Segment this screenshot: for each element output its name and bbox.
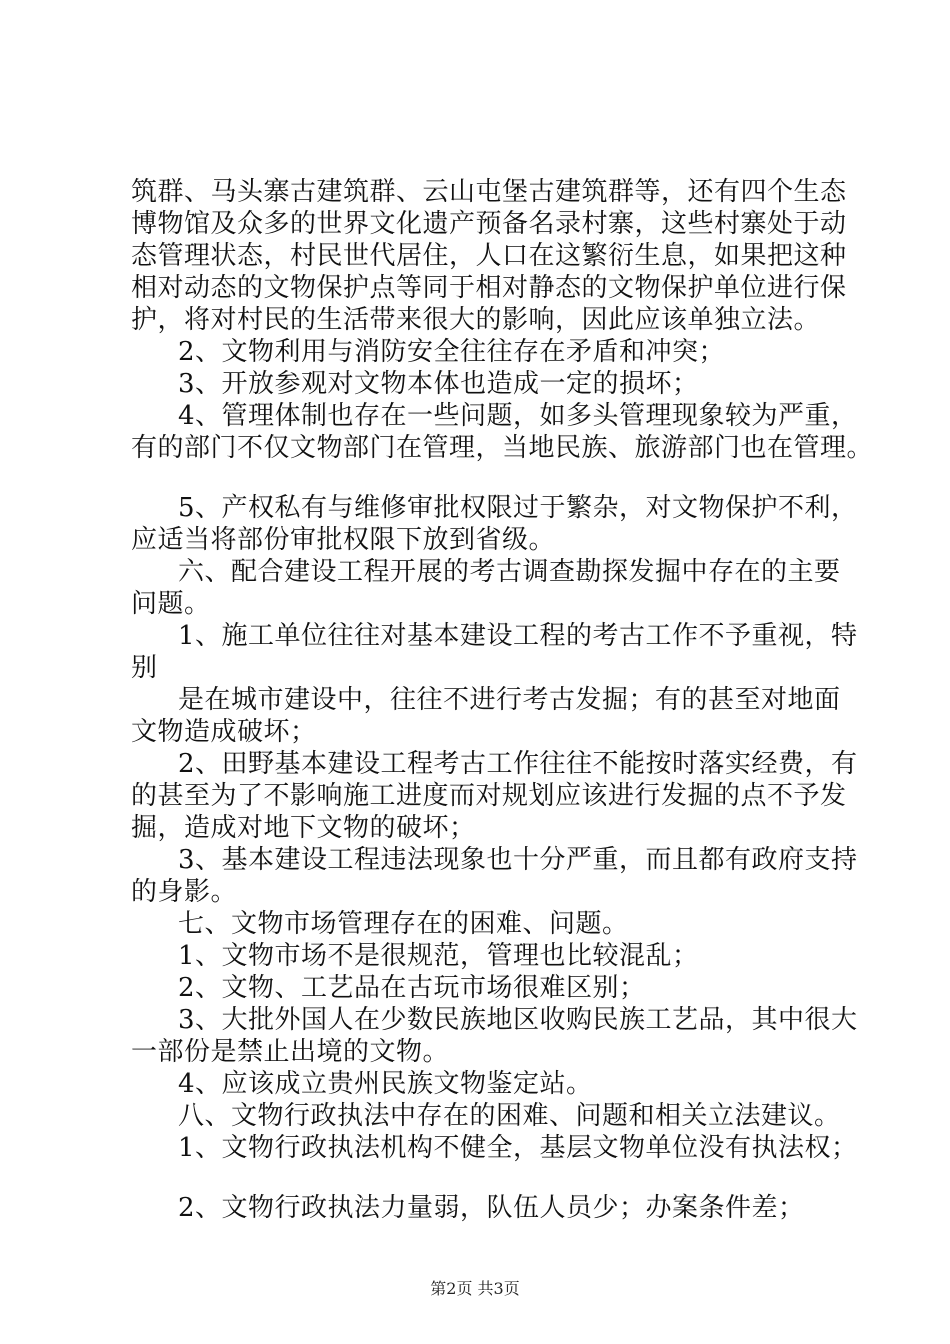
text-line: 3、大批外国人在少数民族地区收购民族工艺品，其中很大 — [178, 1005, 858, 1035]
text-line: 1、文物行政执法机构不健全，基层文物单位没有执法权； — [178, 1133, 858, 1163]
text-line: 5、产权私有与维修审批权限过于繁杂，对文物保护不利， — [178, 493, 858, 523]
text-line: 的甚至为了不影响施工进度而对规划应该进行发掘的点不予发 — [131, 781, 847, 811]
text-line: 3、基本建设工程违法现象也十分严重，而且都有政府支持 — [178, 845, 858, 875]
text-line: 六、配合建设工程开展的考古调查勘探发掘中存在的主要 — [178, 557, 841, 587]
text-line: 1、文物市场不是很规范，管理也比较混乱； — [178, 941, 699, 971]
text-line: 相对动态的文物保护点等同于相对静态的文物保护单位进行保 — [131, 273, 847, 303]
text-line: 博物馆及众多的世界文化遗产预备名录村寨，这些村寨处于动 — [131, 209, 847, 239]
text-line: 问题。 — [131, 589, 211, 619]
text-line: 2、文物利用与消防安全往往存在矛盾和冲突； — [178, 337, 726, 367]
text-line: 的身影。 — [131, 877, 238, 907]
text-line: 4、应该成立贵州民族文物鉴定站。 — [178, 1069, 593, 1099]
page-number-footer: 第2页 共3页 — [430, 1279, 520, 1298]
text-line: 七、文物市场管理存在的困难、问题。 — [178, 909, 629, 939]
text-line: 2、文物、工艺品在古玩市场很难区别； — [178, 973, 646, 1003]
text-line: 筑群、马头寨古建筑群、云山屯堡古建筑群等，还有四个生态 — [131, 177, 847, 207]
text-line: 4、管理体制也存在一些问题，如多头管理现象较为严重， — [178, 401, 858, 431]
text-line: 掘，造成对地下文物的破坏； — [131, 813, 476, 843]
text-line: 一部份是禁止出境的文物。 — [131, 1037, 450, 1067]
text-line: 护，将对村民的生活带来很大的影响，因此应该单独立法。 — [131, 305, 821, 335]
text-line: 3、开放参观对文物本体也造成一定的损坏； — [178, 369, 699, 399]
text-line: 是在城市建设中，往往不进行考古发掘；有的甚至对地面 — [178, 685, 841, 715]
text-line: 应适当将部份审批权限下放到省级。 — [131, 525, 556, 555]
text-line: 态管理状态，村民世代居住，人口在这繁衍生息，如果把这种 — [131, 241, 847, 271]
text-line: 八、文物行政执法中存在的困难、问题和相关立法建议。 — [178, 1101, 841, 1131]
text-line: 2、文物行政执法力量弱，队伍人员少；办案条件差； — [178, 1193, 805, 1223]
text-line: 有的部门不仅文物部门在管理，当地民族、旅游部门也在管理。 — [131, 433, 874, 463]
text-line: 2、田野基本建设工程考古工作往往不能按时落实经费，有 — [178, 749, 858, 779]
text-line: 1、施工单位往往对基本建设工程的考古工作不予重视，特 — [178, 621, 858, 651]
text-line: 别 — [131, 653, 158, 683]
text-line: 文物造成破坏； — [131, 717, 317, 747]
